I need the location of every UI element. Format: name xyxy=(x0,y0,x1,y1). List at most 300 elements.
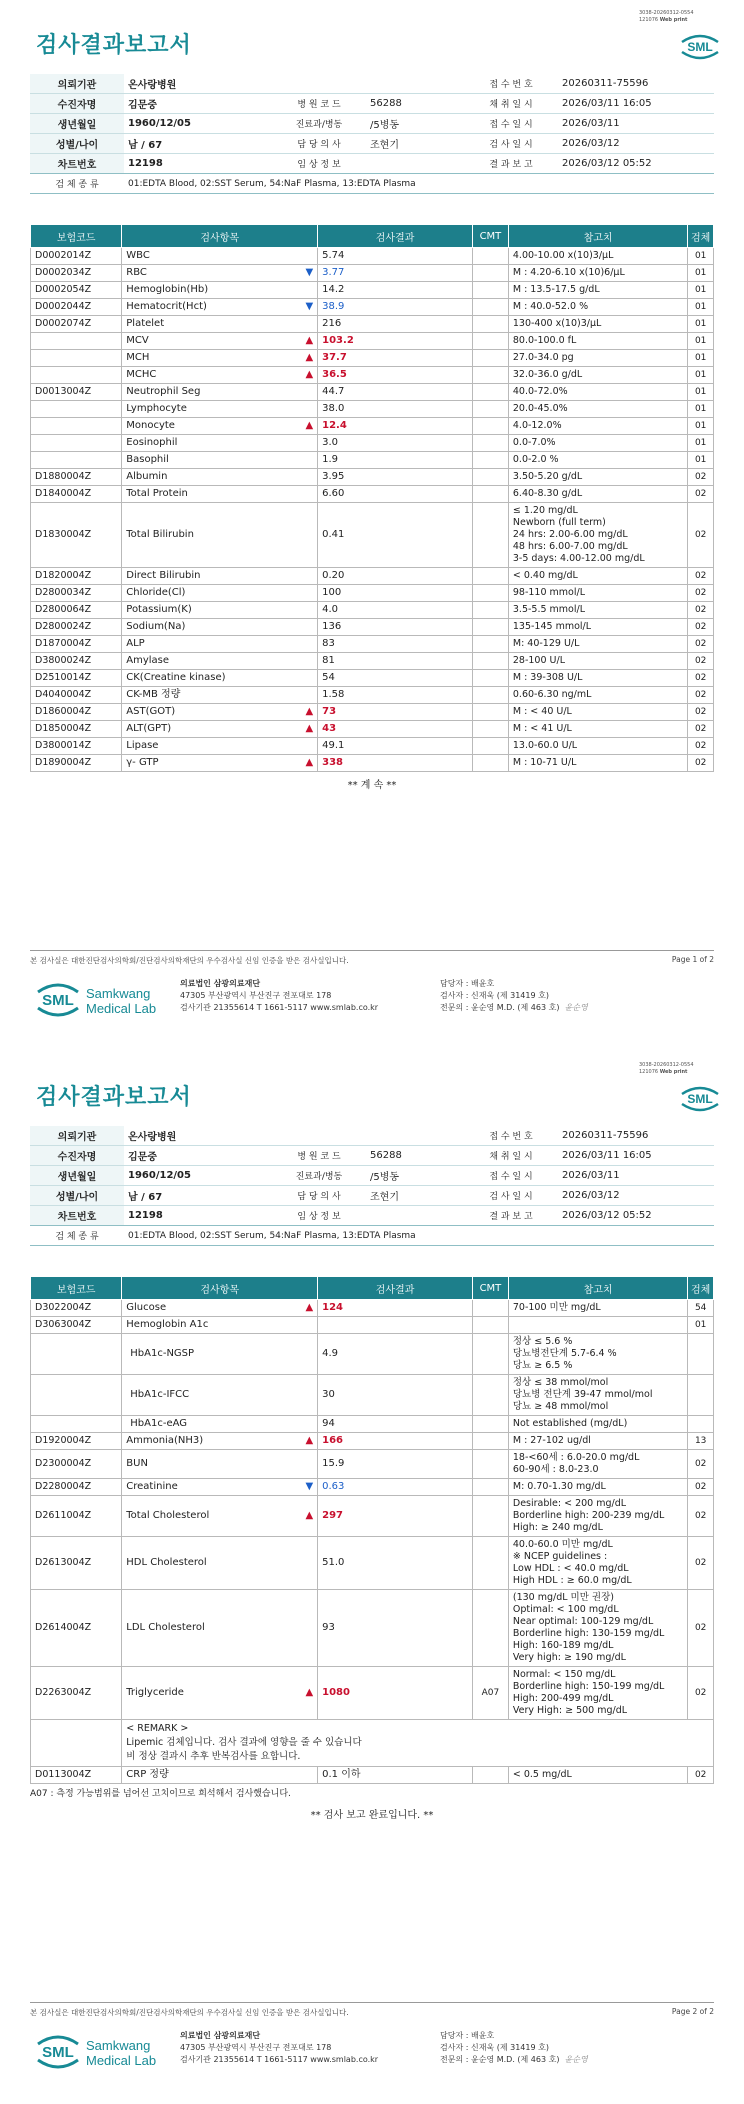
remark-text: < REMARK > Lipemic 검체입니다. 검사 결과에 영향을 줄 수 있습니다 비 정상 결과시 추후 반복검사를 요합니다. xyxy=(122,1720,714,1767)
insurance-code: D2510014Z xyxy=(31,670,122,687)
test-item: CK-MB 정량 xyxy=(122,687,318,704)
test-item: Direct Bilirubin xyxy=(122,568,318,585)
specimen-code: 01 xyxy=(688,1317,714,1334)
reference-range: 정상 ≤ 38 mmol/mol 당뇨병 전단계 39-47 mmol/mol 당뇨 ≥ 48 mmol/mol xyxy=(508,1375,687,1416)
low-flag-icon: ▼ xyxy=(305,267,314,278)
reference-range: 27.0-34.0 pg xyxy=(508,350,687,367)
test-result: 0.1 이하 xyxy=(318,1767,473,1784)
reference-range: < 0.40 mg/dL xyxy=(508,568,687,585)
test-item: CK(Creatine kinase) xyxy=(122,670,318,687)
insurance-code: D2800034Z xyxy=(31,585,122,602)
sml-logo xyxy=(678,32,722,66)
insurance-code: D1850004Z xyxy=(31,721,122,738)
test-item: Total Cholesterol ▲ xyxy=(122,1496,318,1537)
insurance-code xyxy=(31,333,122,350)
table-row xyxy=(31,602,714,619)
sml-footer-logo xyxy=(36,978,176,1026)
table-row xyxy=(31,1537,714,1590)
svg-text:Medical Lab: Medical Lab xyxy=(86,1001,157,1016)
comment-code xyxy=(472,721,508,738)
insurance-code: D0002054Z xyxy=(31,282,122,299)
insurance-code xyxy=(31,418,122,435)
test-result: 1.58 xyxy=(318,687,473,704)
comment-code xyxy=(472,486,508,503)
specimen-code: 01 xyxy=(688,452,714,469)
signature: 윤순영 xyxy=(564,2055,588,2064)
insurance-code: D1830004Z xyxy=(31,503,122,568)
comment-code xyxy=(472,1450,508,1479)
specimen-code: 01 xyxy=(688,350,714,367)
reference-range: 40.0-72.0% xyxy=(508,384,687,401)
comment-code xyxy=(472,1590,508,1667)
specimen-code: 01 xyxy=(688,435,714,452)
sml-logo xyxy=(678,1084,722,1118)
table-row xyxy=(31,1590,714,1667)
table-row xyxy=(31,1496,714,1537)
footer-org-info: 의료법인 삼광의료재단 47305 부산광역시 부산진구 전포대로 178 검사기관 21355614 T 1661-5117 www.smlab.co.kr xyxy=(180,2031,379,2064)
high-flag-icon: ▲ xyxy=(305,1302,314,1313)
reference-range: 6.40-8.30 g/dL xyxy=(508,486,687,503)
table-row xyxy=(31,435,714,452)
specimen-code: 02 xyxy=(688,503,714,568)
test-item: Hemoglobin(Hb) xyxy=(122,282,318,299)
comment-code xyxy=(472,1537,508,1590)
table-row xyxy=(31,1334,714,1375)
reference-range: 3.5-5.5 mmol/L xyxy=(508,602,687,619)
test-item: Sodium(Na) xyxy=(122,619,318,636)
reference-range: 0.0-7.0% xyxy=(508,435,687,452)
reference-range: M : 4.20-6.10 x(10)6/µL xyxy=(508,265,687,282)
comment-code xyxy=(472,350,508,367)
insurance-code: D2263004Z xyxy=(31,1667,122,1720)
comment-code xyxy=(472,248,508,265)
insurance-code: D1920004Z xyxy=(31,1433,122,1450)
reference-range: 28-100 U/L xyxy=(508,653,687,670)
table-row xyxy=(31,653,714,670)
table-row xyxy=(31,1433,714,1450)
table-row xyxy=(31,1479,714,1496)
reference-range: 130-400 x(10)3/µL xyxy=(508,316,687,333)
specimen-code: 01 xyxy=(688,248,714,265)
test-item: Glucose ▲ xyxy=(122,1300,318,1317)
test-result: 36.5 xyxy=(318,367,473,384)
test-item: Monocyte ▲ xyxy=(122,418,318,435)
reference-range: 40.0-60.0 미만 mg/dL ※ NCEP guidelines : Low HDL : < 40.0 mg/dL High HDL : ≥ 60.0 mg/dL xyxy=(508,1537,687,1590)
test-result: 30 xyxy=(318,1375,473,1416)
specimen-code: 02 xyxy=(688,1479,714,1496)
reference-range: 0.0-2.0 % xyxy=(508,452,687,469)
insurance-code: D0002034Z xyxy=(31,265,122,282)
specimen-code: 01 xyxy=(688,418,714,435)
insurance-code xyxy=(31,350,122,367)
insurance-code xyxy=(31,435,122,452)
results-table-page-2 xyxy=(30,1276,714,1784)
specimen-code: 02 xyxy=(688,602,714,619)
sml-footer-logo-icon xyxy=(36,2030,176,2074)
table-row xyxy=(31,299,714,316)
table-row xyxy=(31,687,714,704)
reference-range: < 0.5 mg/dL xyxy=(508,1767,687,1784)
comment-code xyxy=(472,401,508,418)
comment-code xyxy=(472,738,508,755)
low-flag-icon: ▼ xyxy=(305,1481,314,1492)
comment-code xyxy=(472,299,508,316)
high-flag-icon: ▲ xyxy=(305,352,314,363)
sml-footer-logo xyxy=(36,2030,176,2078)
test-result: 136 xyxy=(318,619,473,636)
reference-range: Normal: < 150 mg/dL Borderline high: 150-199 mg/dL High: 200-499 mg/dL Very High: ≥ 500 mg/dL xyxy=(508,1667,687,1720)
test-result: 3.95 xyxy=(318,469,473,486)
insurance-code: D3022004Z xyxy=(31,1300,122,1317)
results-table-page-1 xyxy=(30,224,714,772)
table-row xyxy=(31,1450,714,1479)
test-result: 4.9 xyxy=(318,1334,473,1375)
test-result: 103.2 xyxy=(318,333,473,350)
report-page-2 xyxy=(0,1052,744,2104)
comment-code xyxy=(472,568,508,585)
test-item: HDL Cholesterol xyxy=(122,1537,318,1590)
comment-code xyxy=(472,670,508,687)
specimen-code: 02 xyxy=(688,704,714,721)
specimen-code: 02 xyxy=(688,568,714,585)
high-flag-icon: ▲ xyxy=(305,1435,314,1446)
test-result: 0.63 xyxy=(318,1479,473,1496)
specimen-code: 02 xyxy=(688,738,714,755)
test-item: LDL Cholesterol xyxy=(122,1590,318,1667)
table-row xyxy=(31,1416,714,1433)
specimen-code: 02 xyxy=(688,687,714,704)
reference-range: 4.00-10.00 x(10)3/µL xyxy=(508,248,687,265)
test-result: 3.0 xyxy=(318,435,473,452)
specimen-code: 01 xyxy=(688,401,714,418)
insurance-code xyxy=(31,452,122,469)
reference-range: (130 mg/dL 미만 권장) Optimal: < 100 mg/dL Near optimal: 100-129 mg/dL Borderline high: 130-159 mg/dL High: 160-189 mg/dL Very high: ≥ 190 mg/dL xyxy=(508,1590,687,1667)
reference-range: M: 0.70-1.30 mg/dL xyxy=(508,1479,687,1496)
specimen-code: 02 xyxy=(688,653,714,670)
test-item: Potassium(K) xyxy=(122,602,318,619)
high-flag-icon: ▲ xyxy=(305,420,314,431)
specimen-code: 02 xyxy=(688,755,714,772)
test-item: Lymphocyte xyxy=(122,401,318,418)
test-result: 38.0 xyxy=(318,401,473,418)
test-item: HbA1c-eAG xyxy=(122,1416,318,1433)
test-result: 49.1 xyxy=(318,738,473,755)
table-row xyxy=(31,418,714,435)
reference-range: 4.0-12.0% xyxy=(508,418,687,435)
specimen-code: 02 xyxy=(688,1537,714,1590)
comment-code xyxy=(472,1334,508,1375)
test-result: 100 xyxy=(318,585,473,602)
reference-range: 135-145 mmol/L xyxy=(508,619,687,636)
table-row xyxy=(31,282,714,299)
reference-range: 정상 ≤ 5.6 % 당뇨병전단계 5.7-6.4 % 당뇨 ≥ 6.5 % xyxy=(508,1334,687,1375)
cert-note: 본 검사실은 대한진단검사의학회/진단검사의학재단의 우수검사실 신임 인증을 받은 검사실입니다. Page 1 of 2 xyxy=(30,955,714,965)
test-item: Hemoglobin A1c xyxy=(122,1317,318,1334)
test-result: 0.20 xyxy=(318,568,473,585)
test-item: Total Protein xyxy=(122,486,318,503)
test-item: MCH ▲ xyxy=(122,350,318,367)
table-row xyxy=(31,568,714,585)
test-result: 83 xyxy=(318,636,473,653)
insurance-code: D1890004Z xyxy=(31,755,122,772)
comment-code xyxy=(472,1433,508,1450)
comment-code xyxy=(472,636,508,653)
results-header-row: 보험코드 검사항목 검사결과 CMT 참고치 검체 xyxy=(31,225,714,248)
test-item: ALP xyxy=(122,636,318,653)
high-flag-icon: ▲ xyxy=(305,1510,314,1521)
svg-text:Samkwang: Samkwang xyxy=(86,2038,151,2053)
table-row xyxy=(31,367,714,384)
reference-range: ≤ 1.20 mg/dL Newborn (full term) 24 hrs: 2.00-6.00 mg/dL 48 hrs: 6.00-7.00 mg/dL 3-5 days: 4.00-12.00 mg/dL xyxy=(508,503,687,568)
insurance-code: D3800024Z xyxy=(31,653,122,670)
table-row xyxy=(31,738,714,755)
table-row xyxy=(31,384,714,401)
test-result: 43 xyxy=(318,721,473,738)
high-flag-icon: ▲ xyxy=(305,723,314,734)
insurance-code: D1840004Z xyxy=(31,486,122,503)
table-row xyxy=(31,755,714,772)
insurance-code: D2300004Z xyxy=(31,1450,122,1479)
table-row xyxy=(31,503,714,568)
test-result: 4.0 xyxy=(318,602,473,619)
insurance-code: D2613004Z xyxy=(31,1537,122,1590)
insurance-code: D2800064Z xyxy=(31,602,122,619)
test-result: 93 xyxy=(318,1590,473,1667)
cert-note: 본 검사실은 대한진단검사의학회/진단검사의학재단의 우수검사실 신임 인증을 받은 검사실입니다. Page 2 of 2 xyxy=(30,2007,714,2017)
specimen-code: 01 xyxy=(688,282,714,299)
specimen-code: 02 xyxy=(688,585,714,602)
high-flag-icon: ▲ xyxy=(305,757,314,768)
table-row xyxy=(31,1375,714,1416)
svg-text:SML: SML xyxy=(42,992,74,1009)
test-result: 0.41 xyxy=(318,503,473,568)
test-item: Lipase xyxy=(122,738,318,755)
print-meta: 3038-20260312-0554 121076 Web print xyxy=(639,10,694,23)
insurance-code: D1870004Z xyxy=(31,636,122,653)
insurance-code: D2611004Z xyxy=(31,1496,122,1537)
table-row xyxy=(31,1300,714,1317)
specimen-code: 02 xyxy=(688,1667,714,1720)
test-item: MCV ▲ xyxy=(122,333,318,350)
specimen-code: 54 xyxy=(688,1300,714,1317)
test-result: 166 xyxy=(318,1433,473,1450)
test-item: CRP 정량 xyxy=(122,1767,318,1784)
test-item: Albumin xyxy=(122,469,318,486)
reference-range: 13.0-60.0 U/L xyxy=(508,738,687,755)
reference-range: M : 40.0-52.0 % xyxy=(508,299,687,316)
test-item: ALT(GPT) ▲ xyxy=(122,721,318,738)
test-result: 216 xyxy=(318,316,473,333)
reference-range: 32.0-36.0 g/dL xyxy=(508,367,687,384)
insurance-code xyxy=(31,367,122,384)
test-item: HbA1c-IFCC xyxy=(122,1375,318,1416)
insurance-code: D3063004Z xyxy=(31,1317,122,1334)
remark-row xyxy=(31,1720,714,1767)
svg-text:SML: SML xyxy=(687,40,713,54)
test-item: Platelet xyxy=(122,316,318,333)
specimen-code xyxy=(688,1416,714,1433)
comment-code xyxy=(472,687,508,704)
high-flag-icon: ▲ xyxy=(305,1687,314,1698)
test-result: 37.7 xyxy=(318,350,473,367)
table-row xyxy=(31,333,714,350)
test-item: MCHC ▲ xyxy=(122,367,318,384)
comment-code xyxy=(472,755,508,772)
patient-info-table: 의뢰기관 온사랑병원 접 수 번 호 20260311-75596 수진자명 김문중 병 원 코 드 56288 채 취 일 시 2026/03/11 16:05 생년월일 1960/12/05 진료과/병동 /5병동 접 수 일 시 2026/03/11 성별/나이 남 / 67 담 당 의 사 조현기 검 사 일 시 2026/03/12 차트번호 12198 임 상 정 보 결 과 보 고 2026/03/12 05:52 검 체 종 류 01:EDTA Blood, 02:SST Serum, 54:NaF Plasma, 13:EDTA Plasma xyxy=(30,74,714,194)
reference-range: M: 40-129 U/L xyxy=(508,636,687,653)
comment-code xyxy=(472,265,508,282)
test-result: 73 xyxy=(318,704,473,721)
specimen-code: 02 xyxy=(688,469,714,486)
test-result: 81 xyxy=(318,653,473,670)
high-flag-icon: ▲ xyxy=(305,335,314,346)
table-row xyxy=(31,248,714,265)
insurance-code xyxy=(31,1334,122,1375)
reference-range: 80.0-100.0 fL xyxy=(508,333,687,350)
comment-code xyxy=(472,435,508,452)
reference-range: 70-100 미만 mg/dL xyxy=(508,1300,687,1317)
svg-text:Medical Lab: Medical Lab xyxy=(86,2053,157,2068)
test-item: Amylase xyxy=(122,653,318,670)
reference-range: 98-110 mmol/L xyxy=(508,585,687,602)
specimen-code xyxy=(688,1334,714,1375)
test-result: 12.4 xyxy=(318,418,473,435)
insurance-code: D0002074Z xyxy=(31,316,122,333)
sml-footer-logo-icon xyxy=(36,978,176,1022)
insurance-code xyxy=(31,1375,122,1416)
test-item: BUN xyxy=(122,1450,318,1479)
test-result: 44.7 xyxy=(318,384,473,401)
comment-code xyxy=(472,1479,508,1496)
table-row xyxy=(31,316,714,333)
reference-range: 0.60-6.30 ng/mL xyxy=(508,687,687,704)
insurance-code: D0002014Z xyxy=(31,248,122,265)
reference-range: M : 13.5-17.5 g/dL xyxy=(508,282,687,299)
table-row xyxy=(31,452,714,469)
insurance-code: D2800024Z xyxy=(31,619,122,636)
high-flag-icon: ▲ xyxy=(305,369,314,380)
reference-range: 18-<60세 : 6.0-20.0 mg/dL 60-90세 : 8.0-23.0 xyxy=(508,1450,687,1479)
specimen-code: 02 xyxy=(688,1590,714,1667)
continue-note: ** 계 속 ** xyxy=(347,780,397,791)
svg-text:Samkwang: Samkwang xyxy=(86,986,151,1001)
insurance-code: D1880004Z xyxy=(31,469,122,486)
comment-code xyxy=(472,367,508,384)
specimen-code: 02 xyxy=(688,721,714,738)
table-row xyxy=(31,636,714,653)
specimen-code: 02 xyxy=(688,636,714,653)
test-result: 1.9 xyxy=(318,452,473,469)
comment-code xyxy=(472,1416,508,1433)
table-row xyxy=(31,1667,714,1720)
test-item: Neutrophil Seg xyxy=(122,384,318,401)
specimen-code: 01 xyxy=(688,333,714,350)
sml-logo-icon xyxy=(678,1084,722,1114)
test-result: 54 xyxy=(318,670,473,687)
table-row xyxy=(31,265,714,282)
test-result xyxy=(318,1317,473,1334)
a07-note: A07 : 측정 가능범위를 넘어선 고치이므로 희석해서 검사했습니다. xyxy=(30,1789,291,1799)
test-result: 6.60 xyxy=(318,486,473,503)
comment-code xyxy=(472,653,508,670)
footer-signers: 담당자 : 배윤호 검사자 : 신재욱 (제 31419 호) 전문의 : 윤순영 M.D. (제 463 호) 윤순영 xyxy=(440,979,588,1012)
svg-text:SML: SML xyxy=(687,1092,713,1106)
test-item: Eosinophil xyxy=(122,435,318,452)
specimen-code: 02 xyxy=(688,1450,714,1479)
specimen-code xyxy=(688,1375,714,1416)
reference-range: 3.50-5.20 g/dL xyxy=(508,469,687,486)
test-item: Basophil xyxy=(122,452,318,469)
low-flag-icon: ▼ xyxy=(305,301,314,312)
patient-info-table: 의뢰기관 온사랑병원 접 수 번 호 20260311-75596 수진자명 김문중 병 원 코 드 56288 채 취 일 시 2026/03/11 16:05 생년월일 1960/12/05 진료과/병동 /5병동 접 수 일 시 2026/03/11 성별/나이 남 / 67 담 당 의 사 조현기 검 사 일 시 2026/03/12 차트번호 12198 임 상 정 보 결 과 보 고 2026/03/12 05:52 검 체 종 류 01:EDTA Blood, 02:SST Serum, 54:NaF Plasma, 13:EDTA Plasma xyxy=(30,1126,714,1246)
specimen-code: 13 xyxy=(688,1433,714,1450)
comment-code xyxy=(472,704,508,721)
test-item: Chloride(Cl) xyxy=(122,585,318,602)
specimen-code: 01 xyxy=(688,299,714,316)
comment-code xyxy=(472,585,508,602)
test-result: 15.9 xyxy=(318,1450,473,1479)
comment-code xyxy=(472,282,508,299)
insurance-code: D1860004Z xyxy=(31,704,122,721)
reference-range: M : 10-71 U/L xyxy=(508,755,687,772)
footer-signers: 담당자 : 배윤호 검사자 : 신재욱 (제 31419 호) 전문의 : 윤순영 M.D. (제 463 호) 윤순영 xyxy=(440,2031,588,2064)
specimen-code: 01 xyxy=(688,316,714,333)
sml-logo-icon xyxy=(678,32,722,62)
specimen-code: 01 xyxy=(688,265,714,282)
footer-org-info: 의료법인 삼광의료재단 47305 부산광역시 부산진구 전포대로 178 검사기관 21355614 T 1661-5117 www.smlab.co.kr xyxy=(180,979,379,1012)
reference-range: M : < 41 U/L xyxy=(508,721,687,738)
comment-code xyxy=(472,452,508,469)
comment-code xyxy=(472,1317,508,1334)
comment-code xyxy=(472,619,508,636)
specimen-code: 02 xyxy=(688,670,714,687)
insurance-code xyxy=(31,401,122,418)
specimen-code: 02 xyxy=(688,619,714,636)
comment-code xyxy=(472,1767,508,1784)
test-result: 38.9 xyxy=(318,299,473,316)
svg-text:SML: SML xyxy=(42,2044,74,2061)
test-result: 338 xyxy=(318,755,473,772)
comment-code xyxy=(472,1496,508,1537)
test-result: 51.0 xyxy=(318,1537,473,1590)
results-header-row: 보험코드 검사항목 검사결과 CMT 참고치 검체 xyxy=(31,1277,714,1300)
table-row xyxy=(31,619,714,636)
test-item: γ- GTP ▲ xyxy=(122,755,318,772)
insurance-code: D4040004Z xyxy=(31,687,122,704)
comment-code xyxy=(472,1375,508,1416)
test-item: Triglyceride ▲ xyxy=(122,1667,318,1720)
print-meta: 3038-20260312-0554 121076 Web print xyxy=(639,1062,694,1075)
test-result: 3.77 xyxy=(318,265,473,282)
comment-code xyxy=(472,384,508,401)
insurance-code: D2614004Z xyxy=(31,1590,122,1667)
comment-code xyxy=(472,333,508,350)
test-item: HbA1c-NGSP xyxy=(122,1334,318,1375)
reference-range: Not established (mg/dL) xyxy=(508,1416,687,1433)
test-result: 124 xyxy=(318,1300,473,1317)
reference-range: M : 27-102 ug/dl xyxy=(508,1433,687,1450)
table-row xyxy=(31,350,714,367)
insurance-code: D1820004Z xyxy=(31,568,122,585)
test-item: WBC xyxy=(122,248,318,265)
table-row xyxy=(31,1767,714,1784)
insurance-code: D3800014Z xyxy=(31,738,122,755)
comment-code xyxy=(472,316,508,333)
reference-range: M : < 40 U/L xyxy=(508,704,687,721)
comment-code xyxy=(472,503,508,568)
report-title: 검사결과보고서 xyxy=(36,33,192,58)
reference-range xyxy=(508,1317,687,1334)
